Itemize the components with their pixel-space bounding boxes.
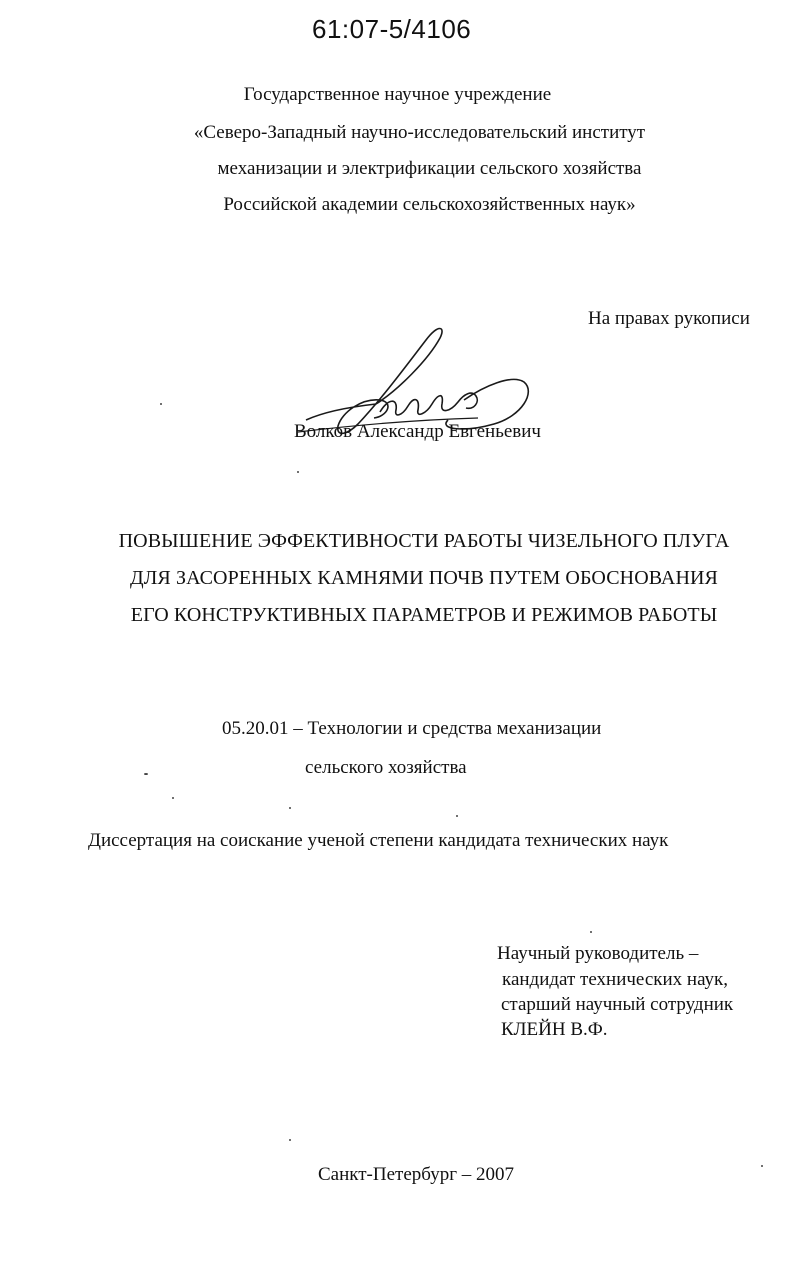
institution-line: Государственное научное учреждение (243, 84, 552, 105)
scan-speck (590, 931, 592, 933)
specialty-line-2: сельского хозяйства (305, 757, 467, 778)
specialty-code-line: 05.20.01 – Технологии и средства механизации (222, 718, 602, 739)
scan-speck (289, 807, 291, 809)
supervisor-line: КЛЕЙН В.Ф. (501, 1019, 608, 1040)
scan-speck (160, 403, 162, 405)
catalog-code: 61:07-5/4106 (312, 14, 472, 44)
dissertation-purpose: Диссертация на соискание ученой степени кандидата технических наук (88, 830, 669, 851)
author-name: Волков Александр Евгеньевич (294, 421, 541, 442)
institution-line: механизации и электрификации сельского хозяйства (217, 158, 642, 179)
scan-speck (144, 773, 148, 775)
city-year: Санкт-Петербург – 2007 (318, 1164, 515, 1185)
title-line: ПОВЫШЕНИЕ ЭФФЕКТИВНОСТИ РАБОТЫ ЧИЗЕЛЬНОГО ПЛУГА (118, 530, 730, 552)
supervisor-line: старший научный сотрудник (501, 994, 734, 1015)
institution-line: «Северо-Западный научно-исследовательский институт (193, 122, 646, 143)
title-line: ЕГО КОНСТРУКТИВНЫХ ПАРАМЕТРОВ И РЕЖИМОВ РАБОТЫ (130, 604, 718, 626)
scan-speck (289, 1139, 291, 1141)
scan-speck (297, 471, 299, 473)
title-line: ДЛЯ ЗАСОРЕННЫХ КАМНЯМИ ПОЧВ ПУТЕМ ОБОСНОВАНИЯ (130, 567, 718, 589)
supervisor-line: кандидат технических наук, (502, 969, 729, 990)
scan-speck (172, 797, 174, 799)
manuscript-rights: На правах рукописи (588, 308, 750, 329)
scan-speck (761, 1165, 763, 1167)
institution-line: Российской академии сельскохозяйственных наук» (223, 194, 636, 215)
supervisor-line: Научный руководитель – (497, 943, 699, 964)
scan-speck (456, 815, 458, 817)
